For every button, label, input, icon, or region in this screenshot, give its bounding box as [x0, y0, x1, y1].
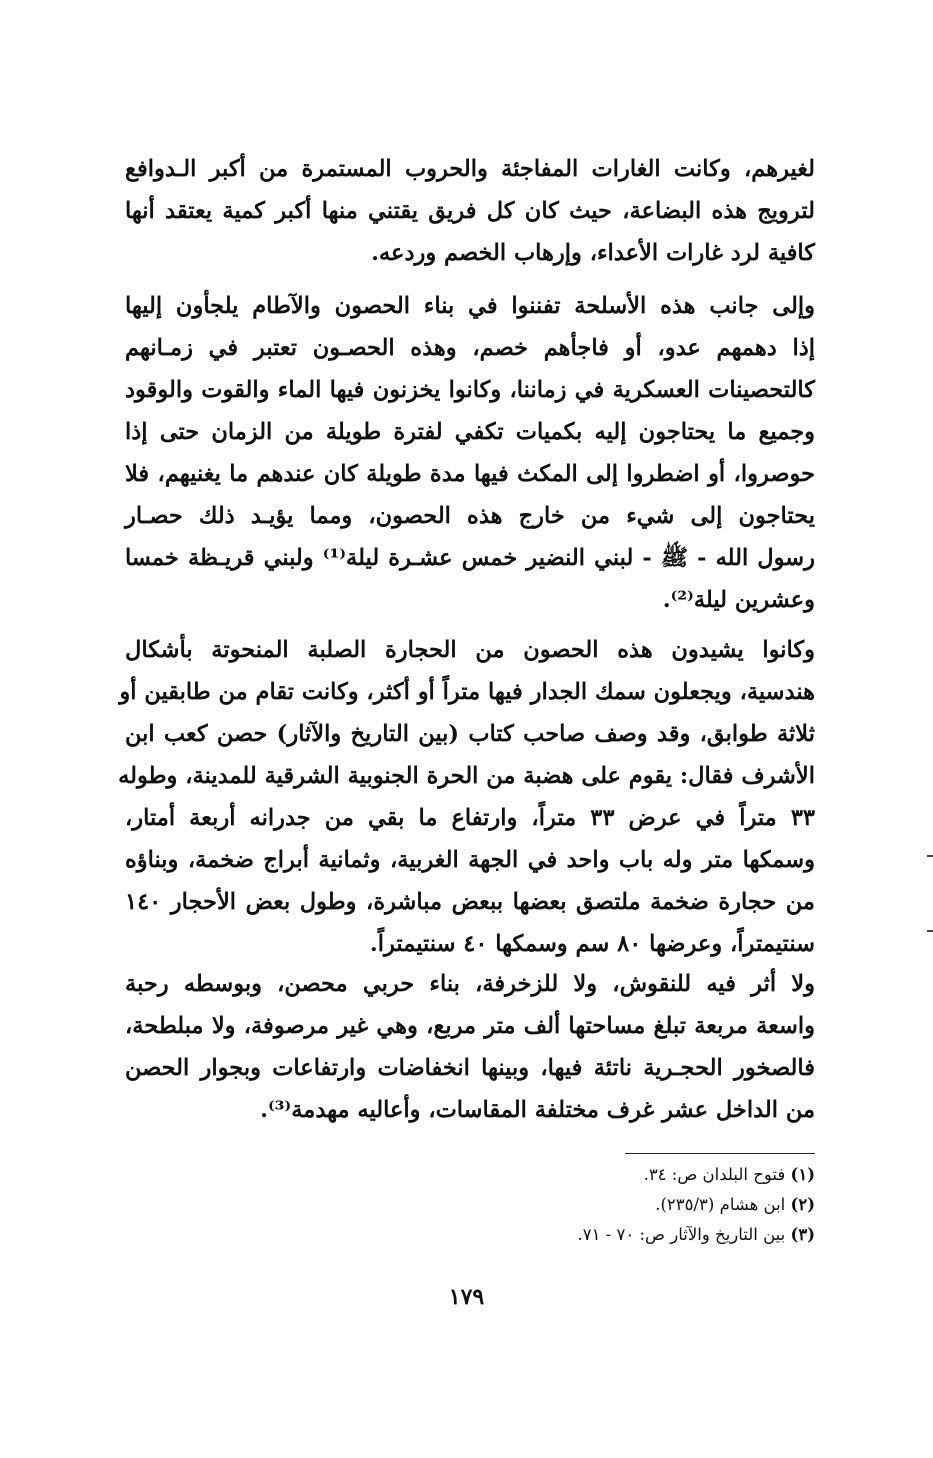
- text-line: من حجارة ضخمة ملتصق بعضها ببعض مباشرة، وطول بعض الأحجار ١٤٠: [125, 889, 815, 915]
- paragraph-4: [125, 963, 815, 1131]
- text-line: سنتيمتراً، وعرضها ٨٠ سم وسمكها ٤٠ سنتيمتراً.: [369, 931, 815, 957]
- text-line: واسعة مربعة تبلغ مساحتها ألف متر مربع، وهي غير مرصوفة، ولا مبلطحة،: [125, 1013, 815, 1039]
- page-number: ١٧٩: [448, 1284, 485, 1310]
- text-line: لغيرهم، وكانت الغارات المفاجئة والحروب المستمرة من أكبر الـدوافع: [125, 156, 815, 182]
- text-line: كالتحصينات العسكرية في زماننا، وكانوا يخزنون فيها الماء والقوت والوقود: [125, 377, 815, 403]
- margin-mark: [927, 930, 933, 932]
- text-line: وإلى جانب هذه الأسلحة تفننوا في بناء الحصون والآطام يلجأون إليها: [125, 293, 815, 319]
- footnote-text: ابن هشام (٢٣٥/٣).: [655, 1195, 786, 1214]
- footnote-separator: [625, 1153, 815, 1154]
- paragraph-1: [125, 148, 815, 274]
- text-line: رسول الله - ﷺ - لبني النضير خمس عشـرة ليلة⁽¹⁾ ولبني قريـظة خمسا: [125, 545, 815, 571]
- text-line: حوصروا، أو اضطروا إلى المكث فيها مدة طويلة كان عندهم ما يغنيهم، فلا: [125, 461, 815, 487]
- footnote-text: فتوح البلدان ص: ٣٤.: [643, 1165, 786, 1184]
- text-line: يحتاجون إلى شيء من خارج هذه الحصون، ومما يؤيـد ذلك حصـار: [125, 503, 815, 529]
- text-line: لترويج هذه البضاعة، حيث كان كل فريق يقتني منها أكبر كمية يعتقد أنها: [125, 198, 815, 224]
- margin-mark: [927, 855, 933, 857]
- paragraph-3: [118, 629, 815, 965]
- footnote-number: (١): [790, 1165, 815, 1184]
- footnote-number: (٢): [790, 1195, 815, 1214]
- footnote-number: (٣): [790, 1225, 815, 1244]
- text-line: وعشرين ليلة⁽²⁾.: [662, 587, 815, 613]
- text-line: ٣٣ متراً في عرض ٣٣ متراً، وارتفاع ما بقي من جدرانه أربعة أمتار،: [125, 805, 815, 831]
- text-line: فالصخور الحجـرية ناتئة فيها، وبينها انخفاضات وارتفاعات وبجوار الحصن: [125, 1055, 815, 1081]
- text-line: من الداخل عشر غرف مختلفة المقاسات، وأعاليه مهدمة⁽³⁾.: [260, 1097, 815, 1123]
- text-line: كافية لرد غارات الأعداء، وإرهاب الخصم وردعه.: [371, 240, 815, 266]
- text-line: ولا أثر فيه للنقوش، ولا للزخرفة، بناء حربي محصن، وبوسطه رحبة: [125, 971, 815, 997]
- text-line: الأشرف فقال: يقوم على هضبة من الحرة الجنوبية الشرقية للمدينة، وطوله: [118, 763, 815, 789]
- text-line: إذا دهمهم عدو، أو فاجأهم خصم، وهذه الحصـون تعتبر في زمـانهم: [125, 335, 815, 361]
- text-line: وكانوا يشيدون هذه الحصون من الحجارة الصلبة المنحوتة بأشكال: [125, 637, 815, 663]
- footnote-text: بين التاريخ والآثار ص: ٧٠ - ٧١.: [577, 1225, 786, 1244]
- footnote-3: [125, 1220, 815, 1250]
- text-line: وجميع ما يحتاجون إليه بكميات تكفي لفترة طويلة من الزمان حتى إذا: [125, 419, 815, 445]
- text-line: وسمكها متر وله باب واحد في الجهة الغربية، وثمانية أبراج ضخمة، وبناؤه: [125, 847, 815, 873]
- text-line: هندسية، ويجعلون سمك الجدار فيها متراً أو أكثر، وكانت تقام من طابقين أو: [119, 679, 815, 705]
- footnotes: [125, 1160, 815, 1250]
- text-line: ثلاثة طوابق، وقد وصف صاحب كتاب (بين التاريخ والآثار) حصن كعب ابن: [125, 721, 815, 747]
- footnote-1: [125, 1160, 815, 1190]
- paragraph-2: [125, 285, 815, 621]
- footnote-2: [125, 1190, 815, 1220]
